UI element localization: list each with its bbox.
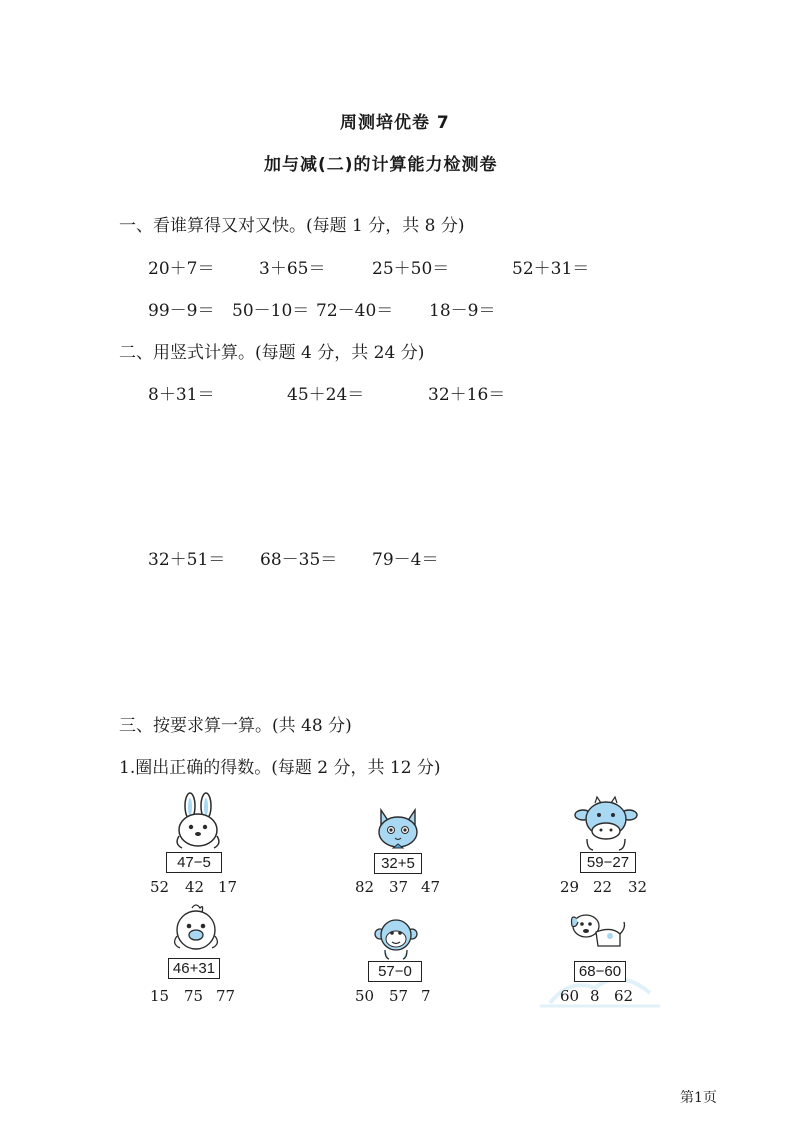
question-card [150, 902, 260, 1010]
section2-heading: 二、用竖式计算。(每题 4 分，共 24 分) [119, 343, 425, 363]
section3-heading: 三、按要求算一算。(共 48 分) [119, 716, 352, 736]
s2-equation: 32＋16＝ [428, 385, 506, 405]
section1-heading: 一、看谁算得又对又快。(每题 1 分，共 8 分) [119, 216, 465, 236]
expression-box: 46+31 [168, 958, 220, 979]
answer-options [355, 987, 431, 1005]
s2-equation: 45＋24＝ [287, 385, 365, 405]
question-card [560, 795, 670, 900]
answer-option[interactable]: 82 [355, 878, 375, 896]
answer-options [560, 987, 633, 1005]
answer-option[interactable]: 22 [593, 878, 613, 896]
s2-equation: 68－35＝ [260, 550, 338, 570]
page-number: 第1页 [680, 1090, 717, 1106]
answer-option[interactable]: 8 [590, 987, 600, 1005]
question-card [355, 918, 465, 1010]
question-card [540, 912, 670, 1010]
answer-option[interactable]: 52 [150, 878, 170, 896]
answer-option[interactable]: 47 [421, 878, 441, 896]
s2-equation: 8＋31＝ [148, 385, 215, 405]
s1-equation: 52＋31＝ [512, 259, 590, 279]
chick-icon [168, 902, 224, 954]
cat-icon [373, 804, 423, 854]
answer-option[interactable]: 17 [218, 878, 238, 896]
s2-equation: 32＋51＝ [148, 550, 226, 570]
s1-equation: 50－10＝ [232, 301, 310, 321]
answer-options [150, 878, 237, 896]
s1-equation: 99－9＝ [148, 301, 215, 321]
answer-option[interactable]: 77 [216, 987, 236, 1005]
answer-options [560, 878, 647, 896]
answer-option[interactable]: 7 [421, 987, 431, 1005]
page-title: 周测培优卷 7 [340, 113, 450, 133]
s2-equation: 79－4＝ [372, 550, 439, 570]
s1-equation: 25＋50＝ [372, 259, 450, 279]
dog-icon [568, 912, 628, 952]
answer-option[interactable]: 60 [560, 987, 580, 1005]
monkey-icon [373, 918, 419, 960]
answer-options [355, 878, 440, 896]
answer-option[interactable]: 62 [614, 987, 634, 1005]
section3-sub1-heading: 1.圈出正确的得数。(每题 2 分，共 12 分) [119, 758, 441, 778]
answer-option[interactable]: 15 [150, 987, 170, 1005]
s1-equation: 3＋65＝ [259, 259, 326, 279]
answer-option[interactable]: 75 [184, 987, 204, 1005]
expression-box: 68−60 [574, 961, 626, 982]
answer-option[interactable]: 32 [628, 878, 648, 896]
question-card [355, 800, 465, 900]
s1-equation: 72－40＝ [316, 301, 394, 321]
expression-box: 32+5 [374, 853, 422, 874]
answer-option[interactable]: 42 [185, 878, 205, 896]
cow-icon [573, 795, 639, 851]
page-subtitle: 加与减(二)的计算能力检测卷 [264, 155, 498, 175]
answer-options [150, 987, 235, 1005]
answer-option[interactable]: 29 [560, 878, 580, 896]
question-card [150, 792, 260, 900]
answer-option[interactable]: 37 [389, 878, 409, 896]
s1-equation: 18－9＝ [429, 301, 496, 321]
answer-option[interactable]: 50 [355, 987, 375, 1005]
s1-equation: 20＋7＝ [148, 259, 215, 279]
rabbit-icon [168, 792, 228, 850]
answer-option[interactable]: 57 [389, 987, 409, 1005]
expression-box: 57−0 [368, 961, 422, 982]
expression-box: 59−27 [580, 852, 636, 873]
expression-box: 47−5 [166, 852, 222, 873]
